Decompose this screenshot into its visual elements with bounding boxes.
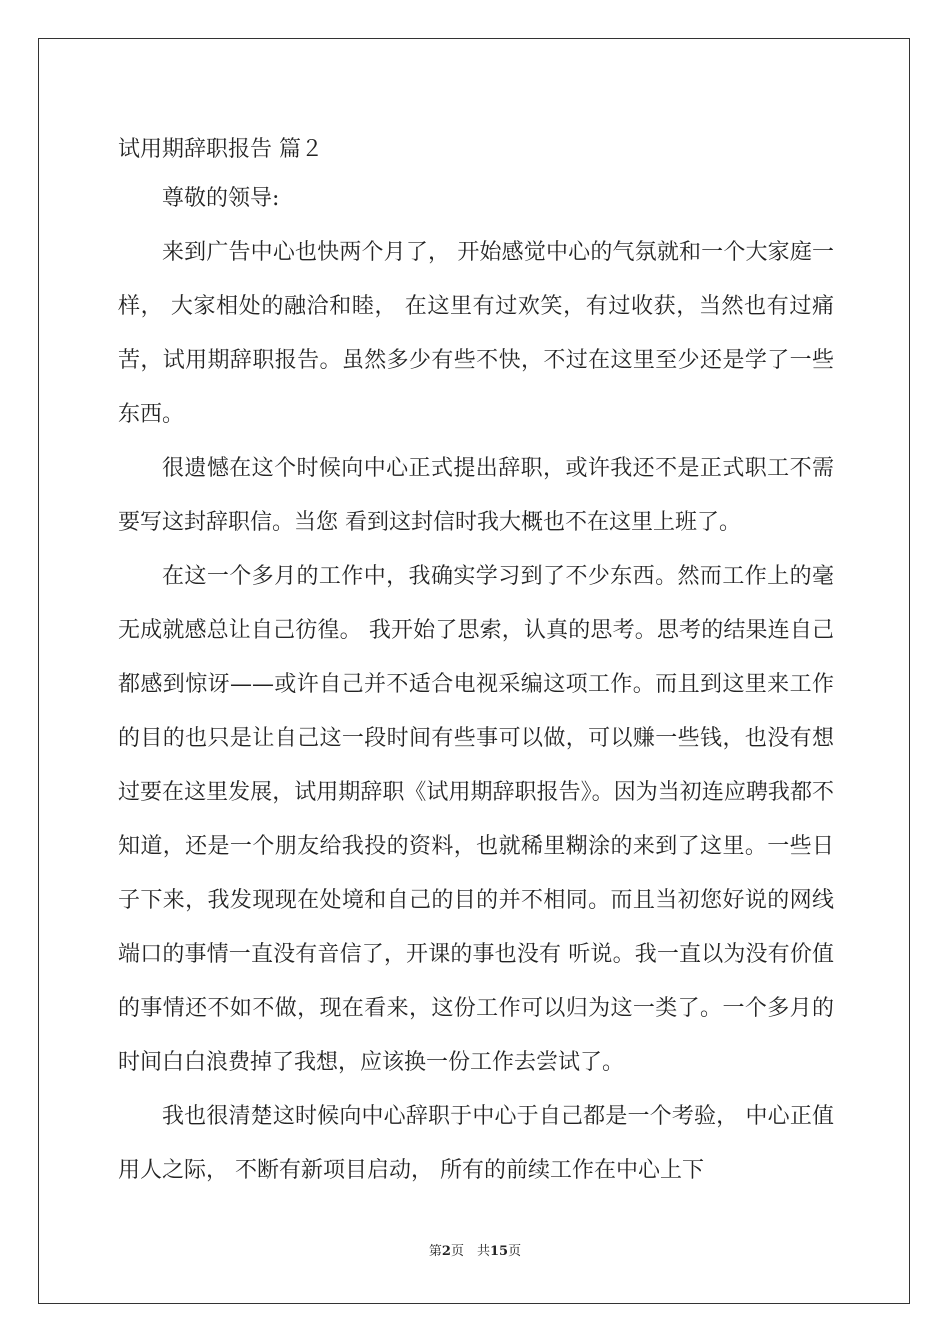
current-page-number: 2 [441,1244,451,1259]
paragraph: 很遗憾在这个时候向中心正式提出辞职，或许我还不是正式职工不需要写这封辞职信。当您 看到这封信时我大概也不在这里上班了。 [118,456,834,535]
paragraph: 在这一个多月的工作中，我确实学习到了不少东西。然而工作上的毫无成就感总让自己彷徨。 我开始了思索，认真的思考。思考的结果连自己都感到惊讶——或许自己并不适合电视采编这项工作。而且到这里来工作的目的也只是让自己这一段时间有些事可以做，可以赚一些钱，也没有想过要在这里发展，试用期辞职《试用期辞职报告》。因为当初连应聘我都不知道，还是一个朋友给我投的资料，也就稀里糊涂的来到了这里。一些日子下来，我发现现在处境和自己的目的并不相同。而且当初您好说的网线端口的事情一直没有音信了，开课的事也没有 听说。我一直以为没有价值的事情还不如不做，现在看来，这份工作可以归为这一类了。一个多月的时间白白浪费掉了我想，应该换一份工作去尝试了。 [118,564,834,1075]
footer-suffix: 页 [508,1244,522,1259]
total-pages-number: 15 [489,1244,509,1259]
footer-mid: 页 共 [450,1244,490,1259]
document-body [118,128,834,1198]
page-footer [0,1240,950,1259]
paragraph: 我也很清楚这时候向中心辞职于中心于自己都是一个考验， 中心正值用人之际， 不断有新项目启动， 所有的前续工作在中心上下 [118,1104,834,1183]
paragraph: 来到广告中心也快两个月了， 开始感觉中心的气氛就和一个大家庭一样， 大家相处的融洽和睦， 在这里有过欢笑，有过收获，当然也有过痛苦，试用期辞职报告。虽然多少有些不快，不过在这里至少还是学了一些东西。 [118,240,834,427]
document-title: 试用期辞职报告 篇２ [118,137,323,162]
salutation: 尊敬的领导: [162,186,280,211]
footer-prefix: 第 [428,1244,442,1259]
